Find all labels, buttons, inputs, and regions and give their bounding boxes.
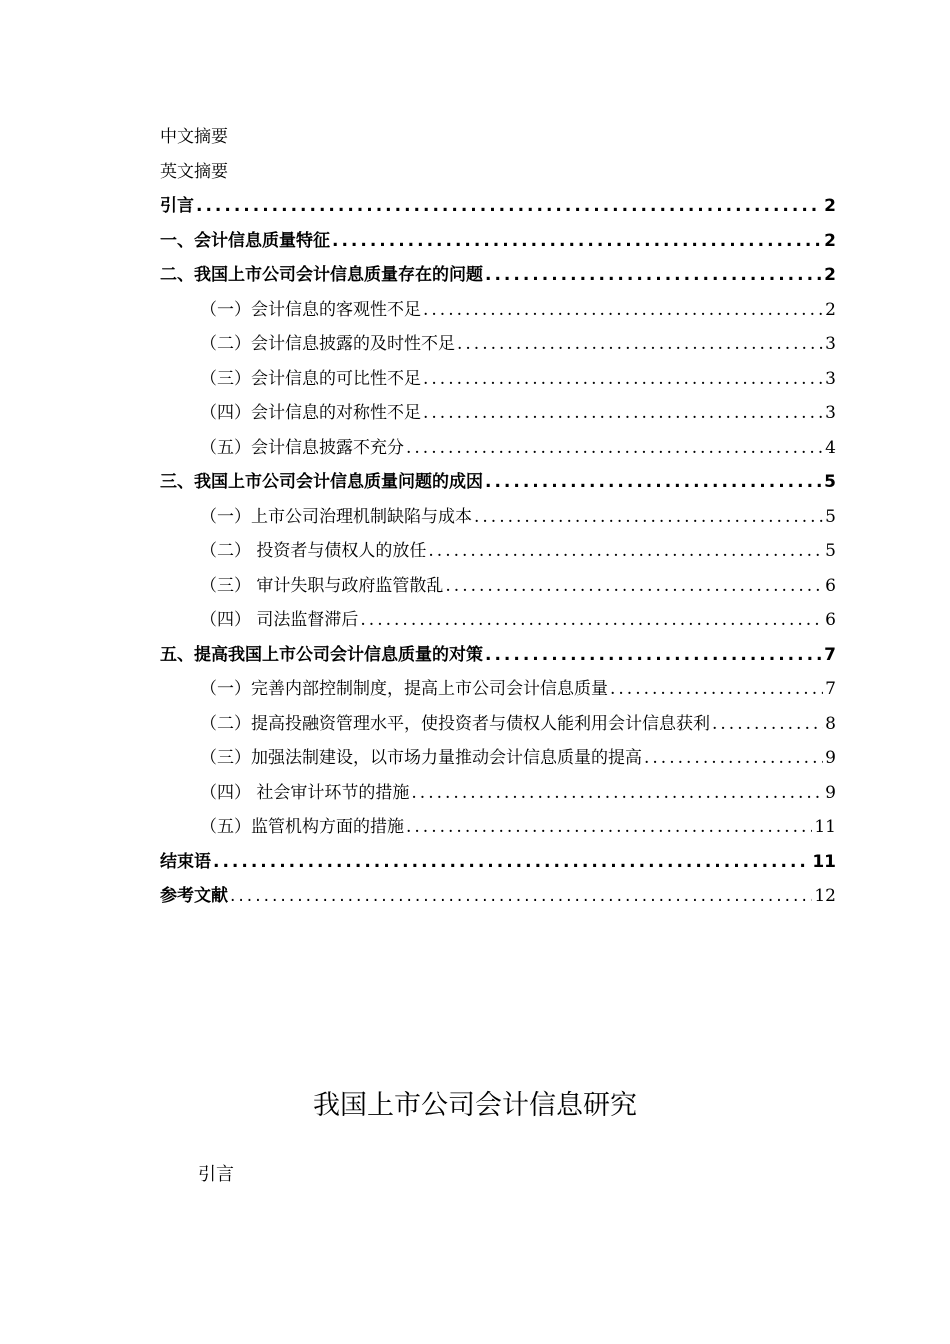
toc-entry-text: （五）会计信息披露不充分: [200, 437, 404, 458]
toc-leader-dots: [428, 534, 823, 569]
toc-entry-page-number: 11: [812, 851, 836, 872]
toc-entry[interactable]: [160, 189, 836, 224]
toc-entry-page-number: 3: [825, 368, 836, 389]
toc-entry-page-number: 6: [825, 575, 836, 596]
toc-entry[interactable]: [160, 741, 836, 776]
toc-entry-text: （二） 投资者与债权人的放任: [200, 541, 427, 561]
toc-entry-text: 引言: [160, 196, 194, 216]
toc-entry[interactable]: [160, 327, 836, 362]
toc-entry[interactable]: [160, 534, 836, 569]
toc-entry[interactable]: [160, 707, 836, 742]
toc-entry-page-number: 2: [824, 196, 836, 216]
document-title: 我国上市公司会计信息研究: [313, 1090, 637, 1121]
toc-entry-text: 结束语: [160, 851, 211, 872]
toc-entry[interactable]: [160, 776, 836, 811]
toc-leader-dots: [423, 396, 823, 431]
toc-entry-text: 一、会计信息质量特征: [160, 230, 330, 251]
toc-entry-text: （三） 审计失职与政府监管散乱: [200, 575, 444, 596]
toc-entry-page-number: 5: [824, 472, 836, 492]
toc-entry-text: （二）会计信息披露的及时性不足: [200, 334, 455, 354]
toc-entry-text: （四） 司法监督滞后: [200, 610, 359, 630]
toc-entry[interactable]: [160, 258, 836, 293]
toc-entry-page-number: 5: [825, 541, 836, 561]
toc-entry-page-number: 2: [824, 230, 836, 251]
toc-leader-dots: [485, 465, 822, 500]
toc-leader-dots: [423, 293, 823, 328]
toc-leader-dots: [712, 707, 823, 742]
toc-entry[interactable]: [160, 603, 836, 638]
toc-entry[interactable]: [160, 845, 836, 880]
toc-entry[interactable]: [160, 224, 836, 259]
toc-leader-dots: [485, 638, 822, 673]
toc-leader-dots: [230, 879, 812, 914]
toc-entry-text: （二）提高投融资管理水平，使投资者与债权人能利用会计信息获利: [200, 713, 710, 734]
section-heading-introduction: 引言: [198, 1164, 234, 1185]
toc-entry[interactable]: [160, 879, 836, 914]
table-of-contents: [160, 120, 836, 914]
toc-entry[interactable]: [160, 638, 836, 673]
toc-entry[interactable]: [160, 155, 836, 190]
toc-entry-page-number: 6: [825, 610, 836, 630]
toc-entry-text: （三）加强法制建设，以市场力量推动会计信息质量的提高: [200, 748, 642, 768]
toc-entry-text: 英文摘要: [160, 161, 228, 182]
toc-entry-page-number: 9: [825, 748, 836, 768]
toc-entry-text: （四） 社会审计环节的措施: [200, 782, 410, 803]
toc-leader-dots: [457, 327, 823, 362]
toc-entry-page-number: 7: [825, 679, 836, 699]
toc-entry-page-number: 12: [814, 886, 836, 906]
toc-entry-page-number: 4: [825, 437, 836, 458]
toc-entry-text: 五、提高我国上市公司会计信息质量的对策: [160, 644, 483, 665]
toc-entry[interactable]: [160, 500, 836, 535]
toc-leader-dots: [423, 362, 823, 397]
toc-entry[interactable]: [160, 120, 836, 155]
toc-leader-dots: [196, 189, 822, 224]
toc-leader-dots: [610, 672, 823, 707]
toc-entry-text: （一）上市公司治理机制缺陷与成本: [200, 506, 472, 527]
toc-entry-page-number: 3: [825, 403, 836, 423]
toc-entry-page-number: 2: [824, 265, 836, 285]
toc-leader-dots: [360, 603, 823, 638]
toc-entry[interactable]: [160, 396, 836, 431]
toc-entry-page-number: 3: [825, 334, 836, 354]
toc-leader-dots: [406, 810, 812, 845]
toc-entry-text: 参考文献: [160, 886, 228, 906]
toc-entry-page-number: 8: [825, 713, 836, 734]
toc-leader-dots: [485, 258, 822, 293]
toc-leader-dots: [406, 431, 823, 466]
toc-entry-page-number: 9: [825, 782, 836, 803]
toc-leader-dots: [474, 500, 823, 535]
toc-entry[interactable]: [160, 293, 836, 328]
toc-entry-text: （五）监管机构方面的措施: [200, 817, 404, 837]
toc-entry[interactable]: [160, 465, 836, 500]
toc-entry[interactable]: [160, 362, 836, 397]
toc-leader-dots: [411, 776, 823, 811]
toc-leader-dots: [332, 224, 822, 259]
toc-entry-text: （三）会计信息的可比性不足: [200, 368, 421, 389]
toc-entry-text: （一）会计信息的客观性不足: [200, 299, 421, 320]
toc-entry[interactable]: [160, 810, 836, 845]
toc-entry[interactable]: [160, 672, 836, 707]
toc-entry-text: （四）会计信息的对称性不足: [200, 403, 421, 423]
toc-leader-dots: [213, 845, 810, 880]
toc-entry-page-number: 11: [814, 817, 836, 837]
toc-entry-page-number: 5: [825, 506, 836, 527]
toc-entry[interactable]: [160, 431, 836, 466]
toc-entry[interactable]: [160, 569, 836, 604]
toc-entry-text: 二、我国上市公司会计信息质量存在的问题: [160, 265, 483, 285]
toc-entry-text: （一）完善内部控制制度，提高上市公司会计信息质量: [200, 679, 608, 699]
toc-entry-page-number: 7: [824, 644, 836, 665]
toc-entry-text: 中文摘要: [160, 127, 228, 147]
toc-leader-dots: [445, 569, 823, 604]
toc-entry-text: 三、我国上市公司会计信息质量问题的成因: [160, 472, 483, 492]
toc-entry-page-number: 2: [825, 299, 836, 320]
toc-leader-dots: [644, 741, 823, 776]
